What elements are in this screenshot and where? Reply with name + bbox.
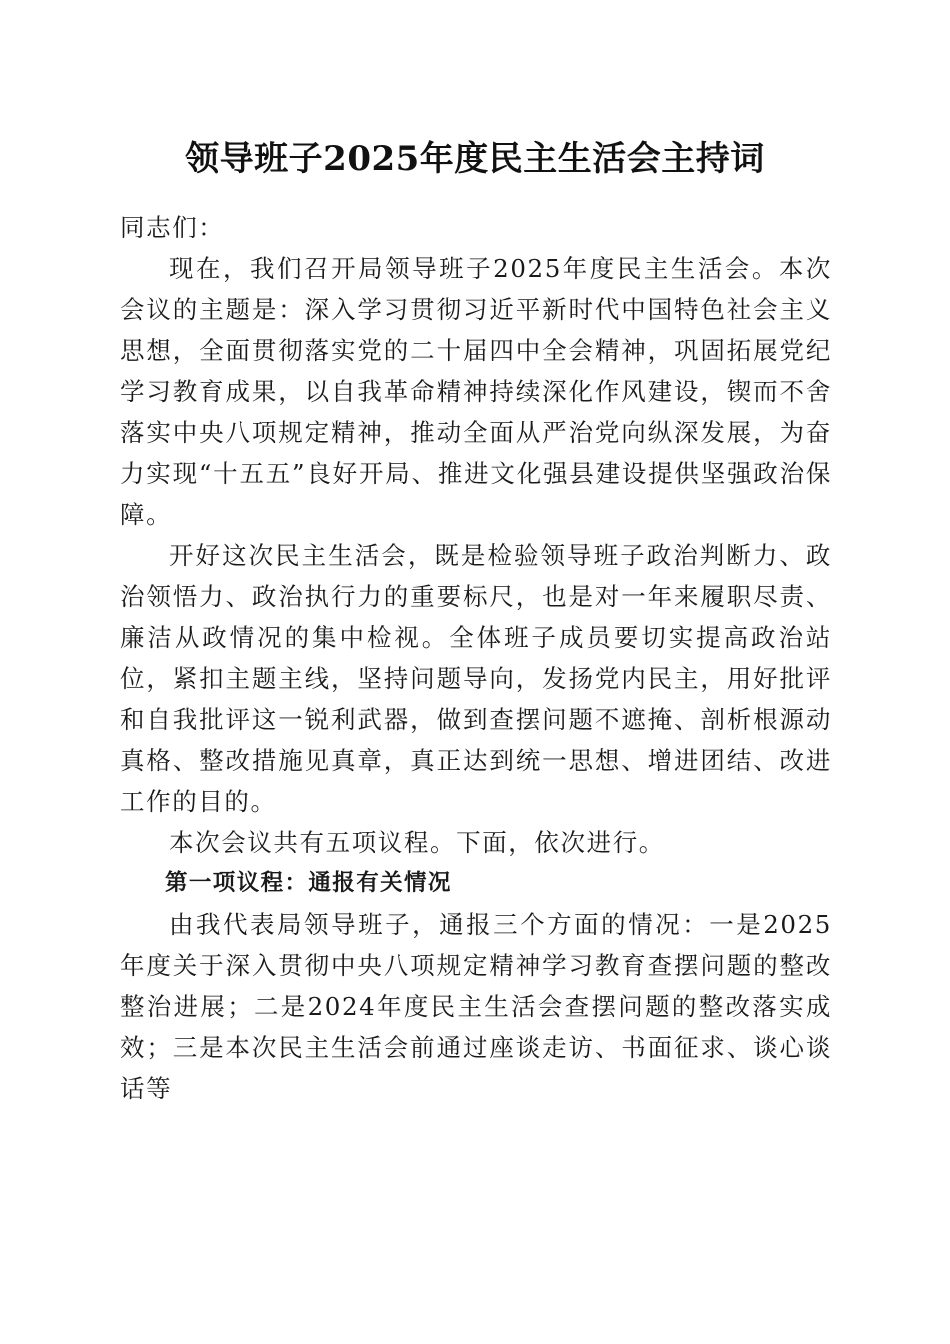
paragraph-agenda-intro: 本次会议共有五项议程。下面，依次进行。 xyxy=(169,828,665,857)
salutation: 同志们： xyxy=(120,213,225,242)
paragraph-agenda-content: 由我代表局领导班子，通报三个方面的情况：一是2025年度关于深入贯彻中央八项规定精神学习教育查摆问题的整改整治进展；二是2024年度民主生活会查摆问题的整改落实成效；三是本次民主生活会前通过座谈走访、书面征求、谈心谈话等 xyxy=(120,910,832,1103)
paragraph-requirements: 开好这次民主生活会，既是检验领导班子政治判断力、政治领悟力、政治执行力的重要标尺，也是对一年来履职尽责、廉洁从政情况的集中检视。全体班子成员要切实提高政治站位，紧扣主题主线，坚持问题导向，发扬党内民主，用好批评和自我批评这一锐利武器，做到查摆问题不遮掩、剖析根源动真格、整改措施见真章，真正达到统一思想、增进团结、改进工作的目的。 xyxy=(120,541,832,816)
agenda-heading: 第一项议程：通报有关情况 xyxy=(165,870,452,896)
paragraph-opening: 现在，我们召开局领导班子2025年度民主生活会。本次会议的主题是：深入学习贯彻习近平新时代中国特色社会主义思想，全面贯彻落实党的二十届四中全会精神，巩固拓展党纪学习教育成果，以自我革命精神持续深化作风建设，锲而不舍落实中央八项规定精神，推动全面从严治党向纵深发展，为奋力实现“十五五”良好开局、推进文化强县建设提供坚强政治保障。 xyxy=(120,254,832,529)
document-title: 领导班子2025年度民主生活会主持词 xyxy=(185,139,765,179)
document-body xyxy=(120,207,832,1109)
